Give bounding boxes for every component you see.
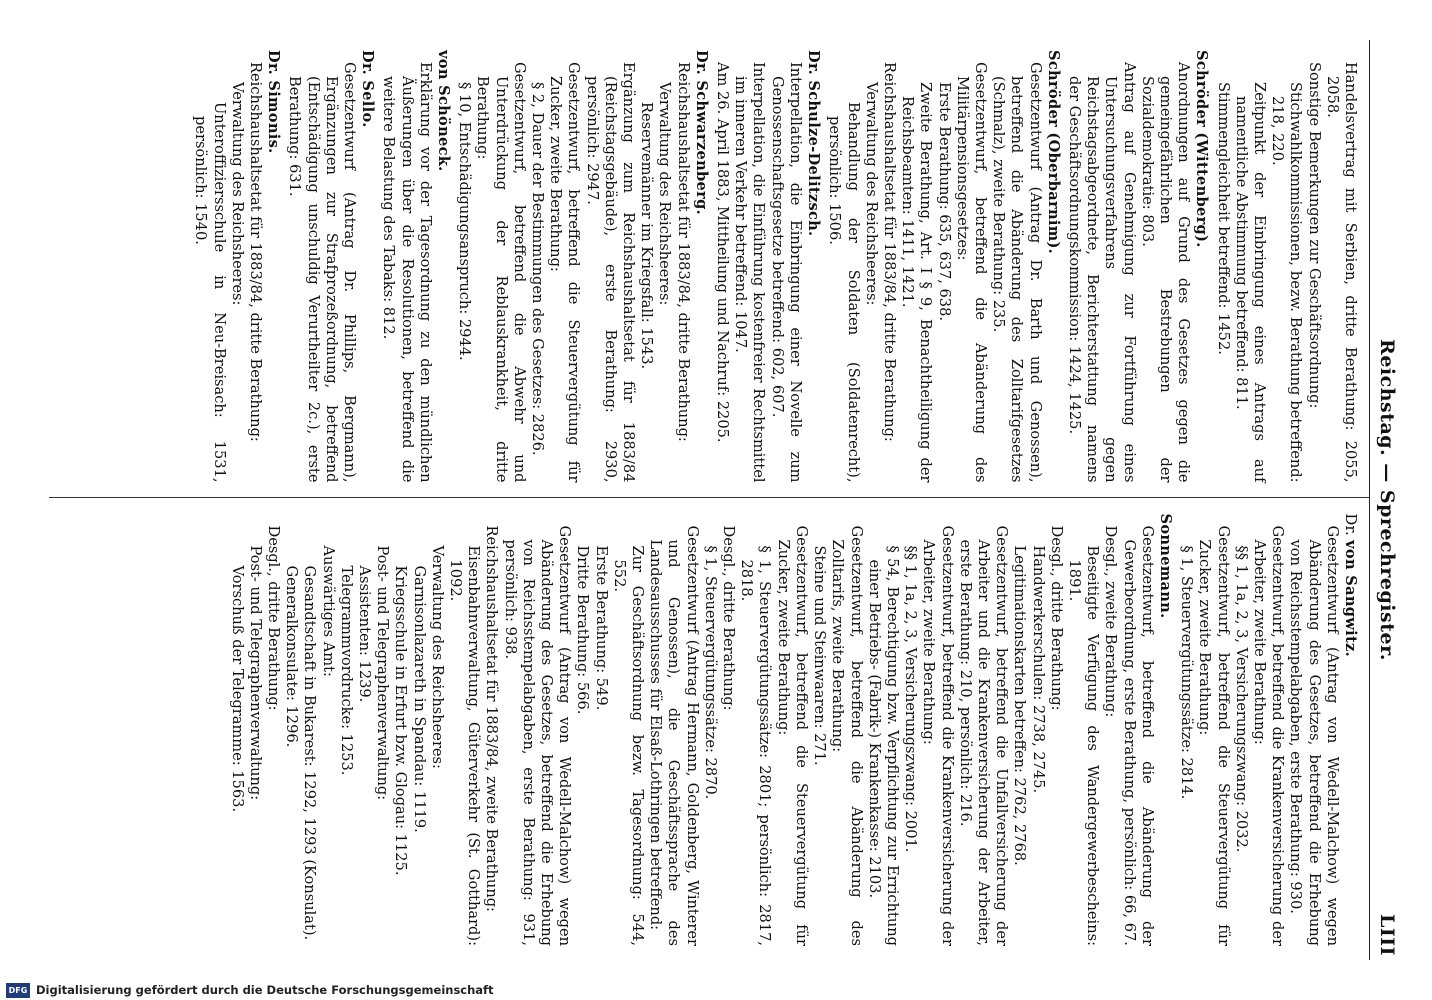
speaker-name (1192, 50, 1210, 483)
register-entry: Unteroffiziersschule in Neu-Breisach: 1531, persönlich: 1540. (192, 102, 228, 483)
register-entry: Gesetzentwurf, betreffend die Abänderung des Militärpensionsgesetzes: (953, 62, 989, 483)
register-entry: Garnisonlazareth in Spandau: 1119. (410, 565, 428, 833)
register-entry: Gesetzentwurf (Antrag von Wedell-Malchow) wegen Abänderung des Gesetzes, betreffend die Erhebung von Reichsstempelabgaben, erste Berathung: 930. (1287, 525, 1341, 946)
register-entry: Stichwahlkommissionen, bezw. Berathung betreffend: 218, 220. (1269, 82, 1305, 483)
register-entry: Steine und Steinwaaren: 271. (811, 545, 829, 766)
register-entry: Generalkonsulate: 1296. (283, 565, 301, 748)
register-entry: Handwerkerschulen: 2738, 2745. (1029, 545, 1047, 794)
register-entry: Post- und Telegraphenverwaltung: (246, 545, 264, 801)
register-entry: Gesetzentwurf (Antrag Dr. Phillips, Bergmann), Ergänzungen zur Strafprozeßordnung, betreffend (Entschädigung unschuldig Verurtheilter 2c.), erste Berathung: 631. (286, 62, 359, 483)
speaker-title-prefix: Dr. (1342, 513, 1359, 537)
speaker-block (191, 50, 282, 483)
register-entry: Verwaltung des Reichsheeres: (428, 545, 446, 769)
digitization-footer (6, 983, 1006, 998)
speaker-block (455, 50, 710, 483)
speaker-name (692, 50, 710, 483)
register-entry: Desgl., dritte Berathung: (1047, 525, 1065, 711)
register-entry: Reichshaushaltsetat für 1883/84, dritte Berathung: (880, 62, 898, 442)
register-entry: Sonstige Bemerkungen zur Geschäftsordnung: (1305, 62, 1323, 409)
register-entry: Telegrammvordrucke: 1253. (337, 565, 355, 776)
speaker-name (358, 50, 376, 483)
speaker-block (1177, 514, 1359, 947)
register-entry: Desgl., zweite Berathung: (1102, 525, 1120, 718)
page-header (1369, 40, 1404, 960)
register-entry: § 1, Steuervergütungssätze: 2801; persönlich: 2817, 2818. (738, 545, 774, 946)
register-entry: Anordnungen auf Grund des Gesetzes gegen die gemeingefährlichen Bestrebungen der Sozialdemokratie: 803. (1138, 62, 1193, 483)
speaker-name-text: Dr. Sello. (359, 50, 377, 128)
register-entry: Zeitpunkt der Einbringung eines Antrags auf namentliche Abstimmung betreffend: 811. (1232, 82, 1268, 483)
digitization-note: Digitalisierung gefördert durch die Deutsche Forschungsgemeinschaft (36, 983, 494, 997)
running-title: Reichstag. — Sprechregister. (1376, 339, 1398, 661)
speaker-block (227, 514, 1174, 947)
speaker-block (825, 50, 1062, 483)
speaker-block (379, 50, 452, 483)
speaker-block (285, 50, 376, 483)
register-entry: § 1, Steuervergütungssätze: 2814. (1178, 545, 1196, 800)
register-entry: Ergänzung zum Reichshaushaltsetat für 1883/84 (Reichstagsgebäude), erste Berathung: 2930, persönlich: 2947. (583, 62, 638, 483)
dfg-logo: DFG (6, 983, 30, 998)
register-entry: § 2, Dauer der Bestimmungen des Gesetzes: 2826. (529, 82, 547, 456)
speaker-name (1341, 514, 1359, 947)
register-entry: Gesandtschaft in Bukarest: 1292, 1293 (Konsulat). (301, 565, 319, 941)
speaker-block (713, 50, 822, 483)
speaker-name (804, 50, 822, 483)
register-entry: Verwaltung des Reichsheeres: (862, 82, 880, 306)
register-entry: Gesetzentwurf, betreffend die Steuervergütung für Zucker, zweite Berathung: (774, 525, 810, 946)
register-entry: Erklärung vor der Tagesordnung zu den mündlichen Äußerungen über die Resolutionen, betreffend die weitere Belastung des Tabaks: 812. (380, 62, 434, 483)
speaker-name (1156, 514, 1174, 947)
register-entry: Antrag auf Genehmigung zur Fortführung eines Untersuchungsverfahrens gegen Reichstagsabgeordnete, Berichterstattung namens der Geschäftsordnungskommission: 1424, 1425. (1065, 62, 1138, 483)
speaker-block (1213, 50, 1359, 483)
register-entry: Beseitigte Verfügung des Wandergewerbescheins: 1891. (1065, 545, 1102, 946)
register-entry: Am 26. April 1883, Mittheilung und Nachruf: 2205. (714, 62, 732, 443)
register-entry: Gesetzentwurf, betreffend die Abänderung der Gewerbeordnung, erste Berathung, persönlich: 66, 67. (1120, 525, 1156, 946)
register-entry: Kriegsschule in Erfurt bzw. Glogau: 1125. (392, 565, 410, 876)
register-entry: Verwaltung des Reichsheeres: (228, 82, 246, 306)
register-column-right (49, 497, 1369, 961)
register-entry: § 54, Berechtigung bzw. Verpflichtung zur Errichtung einer Betriebs- (Fabrik-) Krankenkasse: 2103. (865, 545, 901, 946)
register-entry: Reichshaushaltsetat für 1883/84, dritte Berathung: (247, 62, 265, 442)
register-entry: Reichshaushaltsetat für 1883/84, dritte Berathung: (674, 62, 692, 442)
register-entry: Behandlung der Soldaten (Soldatenrecht), persönlich: 1506. (826, 102, 862, 483)
register-entry: Legitimationskarten betreffen: 2762, 2768. (1011, 545, 1029, 866)
register-entry: Desgl., dritte Berathung: (265, 525, 283, 711)
page-number: LIII (1376, 913, 1398, 956)
register-entry: § 10, Entschädigungsanspruch: 2944. (456, 82, 474, 361)
register-entry: Gesetzentwurf (Antrag von Wedell-Malchow) wegen Abänderung des Gesetzes, betreffend die Erhebung von Reichsstempelabgaben, erste Berathung: 931, persönlich: 938. (501, 525, 574, 946)
register-entry: Auswärtiges Amt: (319, 545, 337, 677)
register-column-left (49, 40, 1369, 497)
register-entry: Gesetzentwurf (Antrag Hermann, Goldenberg, Winterer und Genossen), die Geschäftssprache des Landesausschusses für Elsaß-Lothringen betreffend: (647, 525, 701, 946)
register-entry: Erste Berathung: 635, 637, 638. (935, 82, 953, 322)
register-entry: Verwaltung des Reichsheeres: (656, 82, 674, 306)
register-entry: Reichshaushaltsetat für 1883/84, zweite Berathung: (483, 525, 501, 912)
speaker-name-text: Schröder (Oberbarnim). (1044, 50, 1062, 255)
register-entry: Stimmengleichheit betreffend: 1452. (1214, 82, 1232, 355)
register-entry: Gesetzentwurf, betreffend die Steuervergütung für Zucker, zweite Berathung: (1196, 525, 1232, 946)
speaker-block (1065, 50, 1211, 483)
register-entry: Gesetzentwurf, betreffend die Krankenversicherung der Arbeiter, zweite Berathung: (1250, 525, 1287, 946)
speaker-name (264, 50, 282, 483)
speaker-name-text: von Sangwitz. (1342, 540, 1359, 657)
speaker-name-text: Dr. Simonis. (265, 50, 283, 154)
speaker-name-text: Schröder (Wittenberg). (1193, 50, 1211, 248)
register-entry: Assistenten: 1239. (356, 565, 374, 703)
register-entry: § 1, Steuervergütungssätze: 2870. (701, 545, 719, 800)
register-entry: §§ 1, 1a, 2, 3, Versicherungszwang: 2001. (902, 545, 920, 853)
register-entry: Gesetzentwurf, betreffend die Unfallversicherung der Arbeiter und die Krankenversicherung der Arbeiter, erste Berathung: 210, persönlich: 216. (956, 525, 1011, 946)
register-entry: Gesetzentwurf, betreffend die Abänderung des Zolltarifs, zweite Berathung: (829, 525, 865, 946)
register-entry: Handelsvertrag mit Serbien, dritte Berathung: 2055, 2058. (1323, 62, 1359, 483)
speaker-name (1044, 50, 1062, 483)
speaker-name (434, 50, 452, 483)
register-entry: Vorschuß der Telegramme: 1563. (228, 565, 246, 813)
register-entry: Interpellation, die Einführung kostenfreier Rechtsmittel im inneren Verkehr betreffend: 1047. (732, 62, 768, 483)
register-columns (49, 40, 1369, 960)
register-entry: Gesetzentwurf, betreffend die Steuervergütung für Zucker, zweite Berathung: (547, 62, 583, 483)
register-entry: Dritte Berathung: 566. (574, 545, 592, 715)
register-entry: Gesetzentwurf (Antrag Dr. Barth und Genossen), betreffend die Abänderung des Zolltarifgesetzes (Schmalz), zweite Berathung: 235. (990, 62, 1044, 483)
register-entry: Eisenbahnverwaltung, Güterverkehr (St. Gotthard): 1092. (447, 545, 483, 946)
register-entry: Erste Berathung: 549. (592, 545, 610, 711)
speaker-name-text: von Schöneck. (435, 50, 453, 172)
register-entry: Gesetzentwurf, betreffend die Abwehr und Unterdrückung der Reblauskrankheit, dritte Berathung: (474, 62, 528, 483)
register-entry: §§ 1, 1a, 2, 3, Versicherungszwang: 2032. (1232, 545, 1250, 853)
register-entry: Interpellation, die Einbringung einer Novelle zum Genossenschaftsgesetze betreffend: 602, 607. (768, 62, 804, 483)
speaker-name-text: Sonnemann. (1156, 513, 1174, 619)
register-entry: Gesetzentwurf, betreffend die Krankenversicherung der Arbeiter, zweite Berathung: (920, 525, 956, 946)
register-entry: Zweite Berathung, Art. I § 9, Benachtheiligung der Reichsbeamten: 1411, 1421. (899, 82, 935, 483)
register-entry: Reservemänner im Kriegsfall: 1543. (638, 102, 656, 370)
register-entry: Post- und Telegraphenverwaltung: (374, 545, 392, 801)
speaker-name-text: Dr. Schwarzenberg. (692, 50, 710, 215)
register-entry: Zur Geschäftsordnung bezw. Tagesordnung: 544, 552. (610, 545, 647, 946)
speaker-name-text: Dr. Schulze-Delitzsch. (805, 50, 823, 237)
register-entry: Desgl., dritte Berathung: (720, 525, 738, 711)
